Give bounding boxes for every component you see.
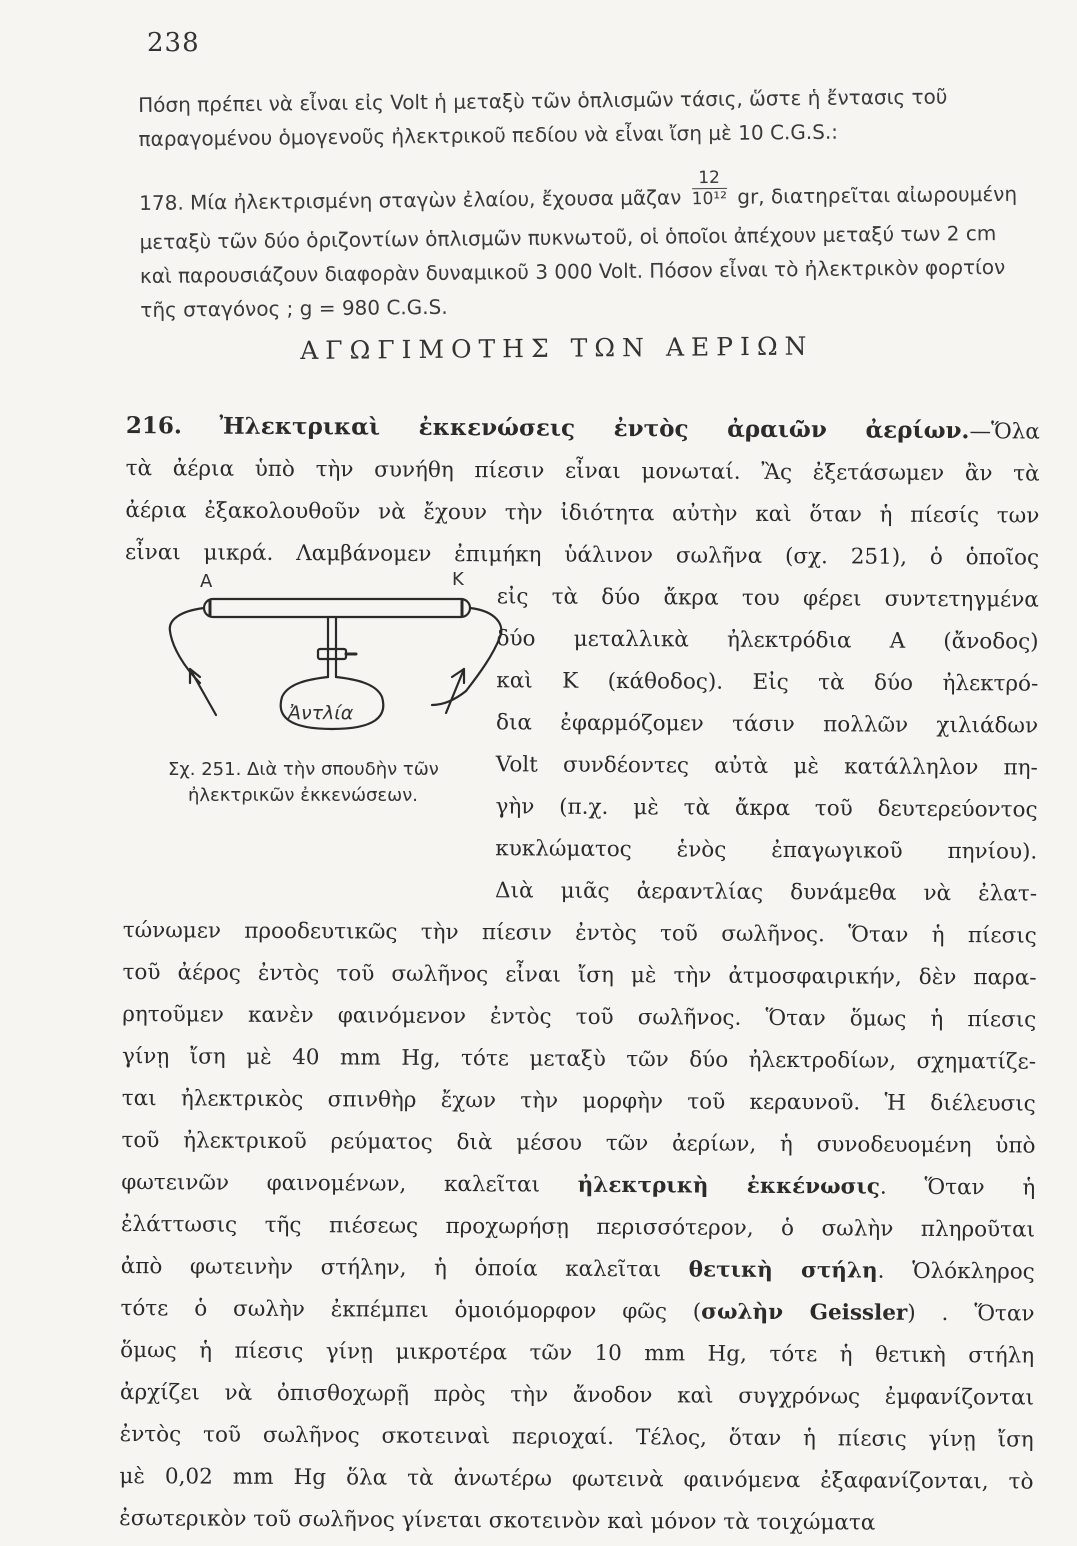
body-text: ) . Ὅταν xyxy=(907,1300,1035,1327)
body-line-beside-figure: εἰς τὰ δύο ἄκρα του φέρει συντετηγμένα xyxy=(496,584,1039,613)
body-text: ἀπὸ φωτεινὴν στήλην, ἡ ὁποία καλεῖται xyxy=(120,1253,689,1283)
stopcock xyxy=(318,649,346,659)
body-line: ὅμως ἡ πίεσις γίνῃ μικροτέρα τῶν 10 mm Hg, τότε ἡ θετικὴ στήλη xyxy=(120,1337,1035,1369)
fraction-denominator: 10¹² xyxy=(691,188,728,210)
body-line: μὲ 0,02 mm Hg ὅλα τὰ ἀνωτέρω φωτεινὰ φαινόμενα ἐξαφανίζονται, τὸ xyxy=(119,1463,1034,1495)
glass-tube xyxy=(204,599,470,617)
body-line: ἀέρια ἐξακολουθοῦν νὰ ἔχουν τὴν ἰδιότητα αὐτὴν καὶ ὅταν ἡ πίεσίς των xyxy=(125,497,1040,529)
body-line: τὰ ἀέρια ὑπὸ τὴν συνήθη πίεσιν εἶναι μονωταί. Ἂς ἐξετάσωμεν ἂν τὰ xyxy=(125,455,1040,487)
body-line: ἐσωτερικὸν τοῦ σωλῆνος γίνεται σκοτεινὸν καὶ μόνον τὰ τοιχώματα xyxy=(119,1505,876,1536)
body-line: εἶναι μικρά. Λαμβάνομεν ἐπιμήκη ὑάλινον σωλῆνα (σχ. 251), ὁ ὁποῖος xyxy=(125,539,1040,571)
fraction-numerator: 12 xyxy=(698,167,721,189)
exercise-178 xyxy=(139,153,1021,327)
body-text: . Ὅταν ἡ xyxy=(879,1174,1036,1201)
body-text: . Ὁλόκληρος xyxy=(877,1258,1035,1285)
section-title-line xyxy=(126,405,1040,454)
body-line-beside-figure: δια ἐφαρμόζομεν τάσιν πολλῶν χιλιάδων xyxy=(495,710,1039,739)
body-line: γίνῃ ἴση μὲ 40 mm Hg, τότε μεταξὺ τῶν δύο ἠλεκτροδίων, σχηματίζε- xyxy=(121,1043,1037,1075)
section-heading: ΑΓΩΓΙΜΟΤΗΣ ΤΩΝ ΑΕΡΙΩΝ xyxy=(300,331,814,365)
section-title: Ἠλεκτρικαὶ ἐκκενώσεις ἐντὸς ἀραιῶν ἀερίων. xyxy=(219,412,970,445)
body-text: τότε ὁ σωλὴν ἐκπέμπει ὁμοιόμορφον φῶς ( xyxy=(120,1295,702,1325)
label-cathode: Κ xyxy=(452,569,464,590)
exercise-177-line: παραγομένου ὁμογενοῦς ἠλεκτρικοῦ πεδίου νὰ εἶναι ἴση μὲ 10 C.G.S.: xyxy=(138,119,839,151)
page-number: 238 xyxy=(147,28,200,58)
term-electric-discharge: ἠλεκτρικὴ ἐκκένωσις xyxy=(577,1172,881,1200)
body-line xyxy=(121,1246,1035,1294)
exercise-178-start: 178. Μία ἠλεκτρισμένη σταγὼν ἐλαίου, ἔχουσα μᾶζαν xyxy=(139,185,682,215)
wire-left xyxy=(170,608,204,683)
body-line xyxy=(121,1162,1035,1210)
discharge-tube-diagram xyxy=(160,565,510,755)
body-line: τοῦ ἀέρος ἐντὸς τοῦ σωλῆνος εἶναι ἴση μὲ τὴν ἀτμοσφαιρικήν, δὲν παρα- xyxy=(122,959,1037,991)
body-line-beside-figure: δύο μεταλλικὰ ἠλεκτρόδια Α (ἄνοδος) xyxy=(496,626,1039,655)
body-line: τώνωμεν προοδευτικῶς τὴν πίεσιν ἐντὸς τοῦ σωλῆνος. Ὅταν ἡ πίεσις xyxy=(122,917,1037,949)
term-positive-column: θετικὴ στήλη xyxy=(688,1257,878,1284)
figure-caption xyxy=(168,757,508,809)
exercise-178-rest: gr, διατηρεῖται αἰωρουμένη μεταξὺ τῶν δύο ὁριζοντίων ὁπλισμῶν πυκνωτοῦ, οἱ ὁποῖοι ἀπέχουν μεταξύ των 2 cm καὶ παρουσιάζουν διαφορὰν δυναμικοῦ 3 000 Volt. Πόσον εἶναι τὸ ἠλεκτρικὸν φορτίον τῆς σταγόνος ; g = 980 C.G.S. xyxy=(139,181,1018,322)
body-line-beside-figure: καὶ Κ (κάθοδος). Εἰς τὰ δύο ἠλεκτρό- xyxy=(496,668,1039,697)
body-line-beside-figure: Διὰ μιᾶς ἀεραντλίας δυνάμεθα νὰ ἐλατ- xyxy=(494,878,1038,907)
body-line xyxy=(120,1288,1034,1336)
body-line: ἐλάττωσις τῆς πιέσεως προχωρήσῃ περισσότερον, ὁ σωλὴν πληροῦται xyxy=(120,1211,1036,1243)
pump-label: Ἀντλία xyxy=(288,702,354,724)
arrow-left xyxy=(190,669,216,715)
body-line-beside-figure: Volt συνδέοντες αὐτὰ μὲ κατάλληλον πη- xyxy=(495,752,1038,781)
exercise-177-line: Πόση πρέπει νὰ εἶναι εἰς Volt ἡ μεταξὺ τῶν ὁπλισμῶν τάσις, ὥστε ἡ ἔντασις τοῦ xyxy=(138,84,948,117)
label-anode: Α xyxy=(200,571,213,592)
body-text: —Ὅλα xyxy=(969,419,1040,445)
figure-251 xyxy=(160,565,510,815)
exercise-block xyxy=(138,79,1020,327)
section-number: 216. xyxy=(125,411,182,440)
body-line: ἐντὸς τοῦ σωλῆνος σκοτειναὶ περιοχαί. Τέλος, ὅταν ἡ πίεσις γίνῃ ἴση xyxy=(119,1421,1034,1453)
body-line: ται ἠλεκτρικὸς σπινθὴρ ἔχων τὴν μορφὴν τοῦ κεραυνοῦ. Ἡ διέλευσις xyxy=(121,1085,1036,1117)
body-text: φωτεινῶν φαινομένων, καλεῖται xyxy=(121,1169,578,1198)
body-line-beside-figure: κυκλώματος ἑνὸς ἐπαγωγικοῦ πηνίου). xyxy=(495,836,1038,865)
mass-fraction xyxy=(691,168,727,209)
body-line: ρητοῦμεν κανὲν φαινόμενον ἐντὸς τοῦ σωλῆνος. Ὅταν ὅμως ἡ πίεσις xyxy=(122,1001,1037,1033)
body-line-beside-figure: γὴν (π.χ. μὲ τὰ ἄκρα τοῦ δευτερεύοντος xyxy=(495,794,1038,823)
caption-line: Σχ. 251. Διὰ τὴν σπουδὴν τῶν xyxy=(168,759,439,780)
caption-line: ἠλεκτρικῶν ἐκκενώσεων. xyxy=(188,785,419,806)
body-line: τοῦ ἠλεκτρικοῦ ρεύματος διὰ μέσου τῶν ἀερίων, ἡ συνοδευομένη ὑπὸ xyxy=(121,1127,1036,1159)
term-geissler-tube: σωλὴν Geissler xyxy=(701,1299,908,1326)
wire-right xyxy=(466,608,501,691)
body-line: ἀρχίζει νὰ ὀπισθοχωρῇ πρὸς τὴν ἄνοδον καὶ συγχρόνως ἐμφανίζονται xyxy=(119,1379,1035,1411)
